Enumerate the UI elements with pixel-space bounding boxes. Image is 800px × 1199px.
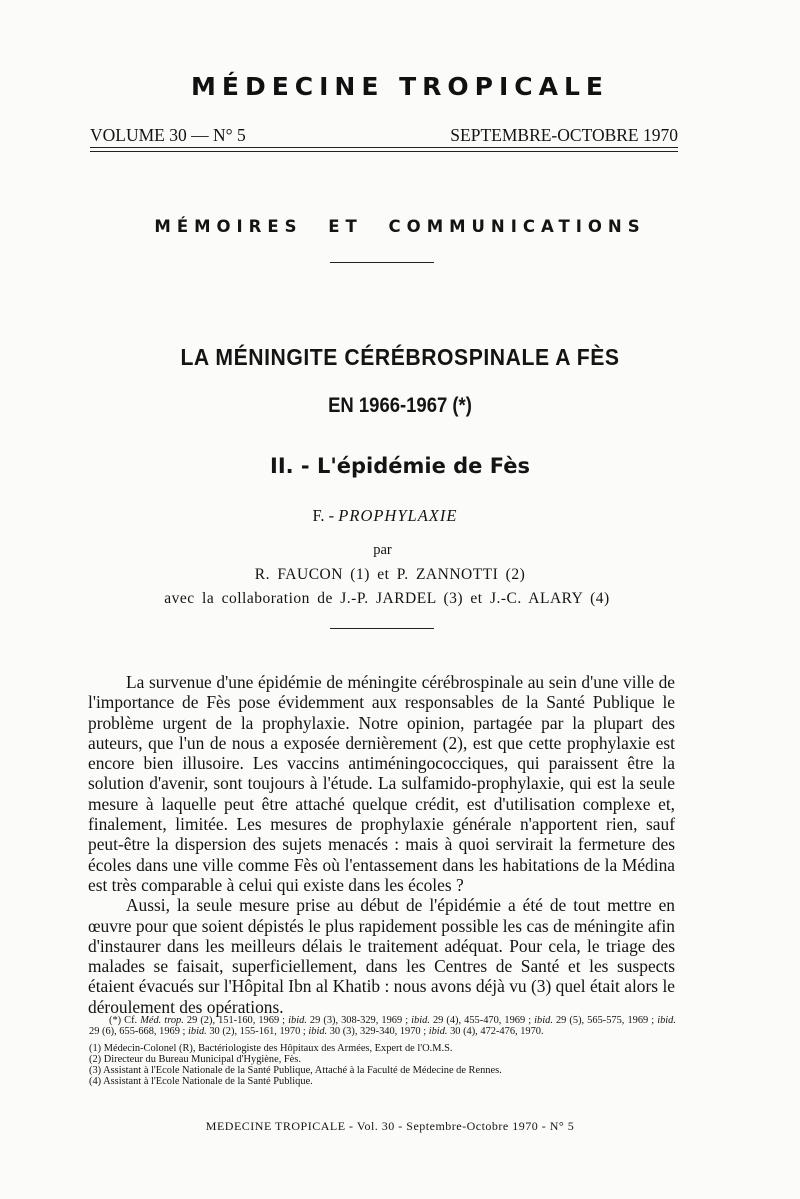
issue-date: SEPTEMBRE-OCTOBRE 1970 <box>450 125 678 145</box>
footnote-4: (4) Assistant à l'Ecole Nationale de la Santé Publique. <box>89 1076 313 1088</box>
footnote-3: (3) Assistant à l'Ecole Nationale de la Santé Publique, Attaché à la Faculté de Médecine de Rennes. <box>89 1065 502 1077</box>
section-divider <box>330 262 434 263</box>
byline-divider <box>330 628 434 629</box>
subsection-name: PROPHYLAXIE <box>338 506 458 525</box>
journal-title: MÉDECINE TROPICALE <box>190 72 610 101</box>
header-double-rule <box>90 147 678 152</box>
footnote-list <box>89 1043 676 1088</box>
volume-number: VOLUME 30 — N° 5 <box>90 125 246 145</box>
article-part-title: II. - L'épidémie de Fès <box>270 454 530 478</box>
authors-line: R. FAUCON (1) et P. ZANNOTTI (2) <box>254 566 526 583</box>
body-paragraph-2: Aussi, la seule mesure prise au début de l'épidémie a été de tout mettre en œuvre pour que soient dépistés le plus rapidement possible les cas de méningite afin d'instaurer dans les meilleurs délais le traitement adéquat. Pour cela, le triage des malades se faisait, superficiellement, dans les Centres de Santé et les suspects étaient évacués sur l'Hôpital Ibn al Khatib : nous avons déjà vu (3) quel était alors le déroulement des opérations. <box>88 895 675 1017</box>
article-title-line-1: LA MÉNINGITE CÉRÉBROSPINALE A FÈS <box>180 344 620 370</box>
footnote-star: (*) Cf. Méd. trop. 29 (2), 151-160, 1969 ; ibid. 29 (3), 308-329, 1969 ; ibid. 29 (4), 455-470, 1969 ; ibid. 29 (5), 565-575, 1969 ; ibid. 29 (6), 655-668, 1969 ; ibid. 30 (2), 155-161, 1970 ; ibid. 30 (3), 329-340, 1970 ; ibid. 30 (4), 472-476, 1970. <box>89 1015 676 1038</box>
subsection-heading <box>0 506 770 526</box>
body-paragraph-1: La survenue d'une épidémie de méningite cérébrospinale au sein d'une ville de l'importance de Fès pose évidemment aux responsables de la Santé Publique le problème urgent de la prophylaxie. Notre opinion, partagée par la plupart des auteurs, que l'un de nous a exposée dernièrement (2), est que cette prophylaxie est encore bien illusoire. Les vaccins antiméningococciques, qui paraissent être la solution d'avenir, sont toujours à l'étude. La sulfamido-prophylaxie, qui est la seule mesure à laquelle peut être attaché quelque crédit, est d'utilisation complexe et, finalement, limitée. Les mesures de prophylaxie générale n'apportent rien, sauf peut-être la dispersion des sujets menacés : mais à quoi servirait la fermeture des écoles dans une ville comme Fès où l'entassement dans les habitations de la Médina est très comparable à celui qui existe dans les écoles ? <box>88 672 675 895</box>
subsection-letter: F. - <box>312 506 339 525</box>
section-heading: MÉMOIRES ET COMMUNICATIONS <box>154 217 646 236</box>
issue-line <box>90 125 678 146</box>
footnote-1: (1) Médecin-Colonel (R), Bactériologiste des Hôpitaux des Armées, Expert de l'O.M.S. <box>89 1042 453 1054</box>
by-line-par: par <box>373 542 392 558</box>
article-title-line-2: EN 1966-1967 (*) <box>328 394 472 417</box>
collaborators-line: avec la collaboration de J.-P. JARDEL (3) et J.-C. ALARY (4) <box>164 590 610 607</box>
running-footer: MEDECINE TROPICALE - Vol. 30 - Septembre-Octobre 1970 - N° 5 <box>205 1119 575 1133</box>
footnote-2: (2) Directeur du Bureau Municipal d'Hygiène, Fès. <box>89 1053 301 1065</box>
footnotes <box>89 1015 676 1088</box>
article-body <box>88 672 675 1017</box>
